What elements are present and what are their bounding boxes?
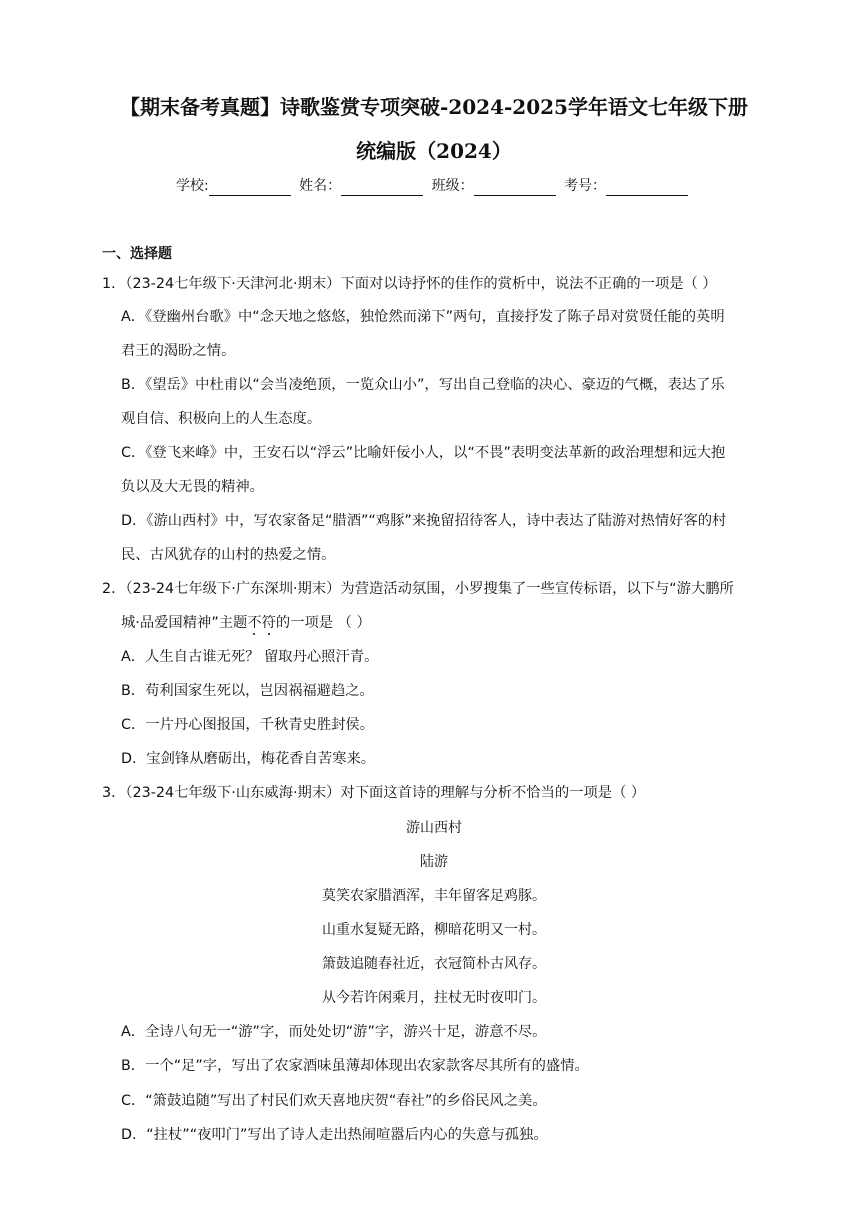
name-label: 姓名：	[299, 178, 342, 194]
q2-stem-text-a: 城·品爱国精神”主题	[121, 615, 248, 631]
poem-line: 山重水复疑无路，柳暗花明又一村。	[322, 922, 546, 938]
q2-stem-text-b: 的一项是 （ ）	[275, 615, 371, 631]
q2-option-d: D．宝剑锋从磨砺出，梅花香自苦寒来。	[121, 751, 376, 767]
q1-option-c-cont: 负以及大无畏的精神。	[121, 479, 264, 495]
class-field[interactable]	[474, 180, 556, 196]
q3-option-b: B．一个“足”字，写出了农家酒味虽薄却体现出农家款客尽其所有的盛情。	[121, 1058, 589, 1074]
q3-option-c: C．“箫鼓追随”写出了村民们欢天喜地庆贺“春社”的乡俗民风之美。	[121, 1093, 547, 1109]
q1-option-c: C．《登飞来峰》中，王安石以“浮云”比喻奸佞小人，以“不畏”表明变法革新的政治理想和远大抱	[121, 445, 726, 461]
exam-number-field[interactable]	[606, 180, 688, 196]
poem-author: 陆游	[420, 854, 448, 870]
q3-option-d: D．“拄杖”“夜叩门”写出了诗人走出热闹喧嚣后内心的失意与孤独。	[121, 1127, 548, 1143]
document-title-line1: 【期末备考真题】诗歌鉴赏专项突破-2024-2025学年语文七年级下册	[120, 95, 748, 119]
name-field[interactable]	[341, 180, 423, 196]
q3-option-a: A．全诗八句无一“游”字，而处处切“游”字，游兴十足，游意不尽。	[121, 1024, 547, 1040]
q2-option-c: C．一片丹心图报国，千秋青史胜封侯。	[121, 717, 375, 733]
q2-option-a: A．人生自古谁无死？ 留取丹心照汗青。	[121, 649, 379, 665]
school-label: 学校:	[175, 178, 209, 194]
q1-option-a-cont: 君王的渴盼之情。	[121, 343, 236, 359]
poem-line: 从今若许闲乘月，拄杖无时夜叩门。	[322, 990, 546, 1006]
q3-stem: 3．（23-24七年级下·山东威海·期末）对下面这首诗的理解与分析不恰当的一项是（ ）	[102, 785, 646, 801]
q1-stem: 1．（23-24七年级下·天津河北·期末）下面对以诗抒怀的佳作的赏析中，说法不正确的一项是（ ）	[102, 276, 717, 292]
document-title-line2: 统编版（2024）	[356, 139, 512, 163]
q1-option-b: B．《望岳》中杜甫以“会当凌绝顶，一览众山小”，写出自己登临的决心、豪迈的气概，表达了乐	[121, 377, 725, 393]
poem-title: 游山西村	[406, 820, 462, 836]
q1-option-d: D．《游山西村》中，写农家备足“腊酒”“鸡豚”来挽留招待客人，诗中表达了陆游对热情好客的村	[121, 513, 727, 529]
q2-stem: 2．（23-24七年级下·广东深圳·期末）为营造活动氛围，小罗搜集了一些宣传标语，以下与“游大鹏所	[102, 581, 734, 597]
exam-number-label: 考号：	[564, 178, 607, 194]
poem-line: 莫笑农家腊酒浑，丰年留客足鸡豚。	[322, 888, 546, 904]
student-info-row	[0, 176, 868, 196]
q2-stem-cont	[121, 613, 371, 633]
class-label: 班级：	[431, 178, 474, 194]
emphasis-dot-char: 符	[261, 615, 276, 631]
q1-option-b-cont: 观自信、积极向上的人生态度。	[121, 411, 322, 427]
section-title: 一、选择题	[102, 246, 172, 262]
q2-option-b: B．苟利国家生死以，岂因祸福避趋之。	[121, 683, 374, 699]
emphasis-dot-char: 不	[247, 615, 262, 631]
q1-option-a: A．《登幽州台歌》中“念天地之悠悠，独怆然而涕下”两句，直接抒发了陈子昂对赏贤任能的英明	[121, 309, 725, 325]
school-field[interactable]	[209, 180, 291, 196]
poem-line: 箫鼓追随春社近，衣冠简朴古风存。	[322, 956, 546, 972]
q1-option-d-cont: 民、古风犹存的山村的热爱之情。	[121, 547, 336, 563]
